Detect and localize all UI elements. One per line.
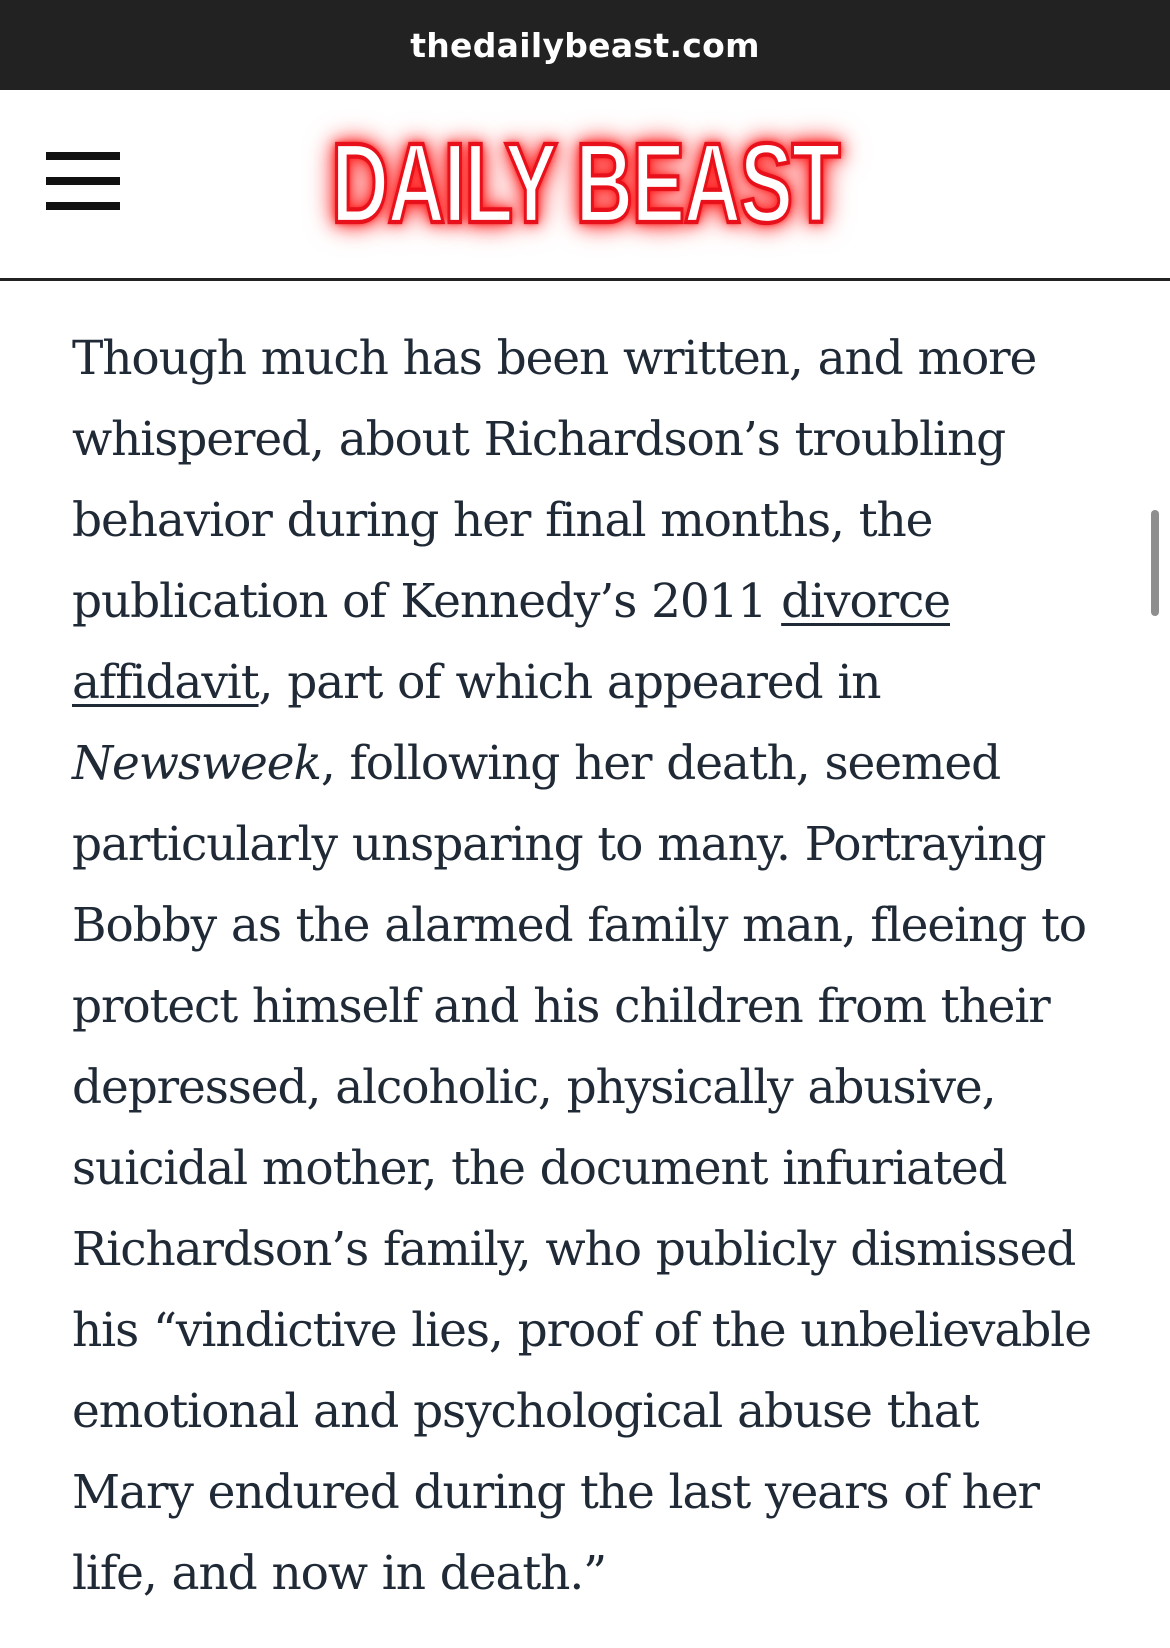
scrollbar-thumb[interactable] — [1151, 510, 1159, 616]
logo-text: DAILY BEAST — [331, 118, 839, 246]
browser-url-bar[interactable] — [0, 0, 1170, 90]
site-logo[interactable] — [0, 108, 1170, 258]
paragraph-text: , following her death, seemed particularly unsparing to many. Portraying Bobby as the alarmed family man, fleeing to protect himself and his children from their depressed, alcoholic, physically abusive, suicidal mother, the document infuriated Richardson’s family, who publicly dismissed his “vindictive lies, proof of the unbelievable emotional and psychological abuse that Mary endured during the last years of her life, and now in death.” — [72, 736, 1091, 1601]
paragraph-text: Though much has been written, and more whispered, about Richardson’s troubling behavior during her final months, the publication of Kennedy’s 2011 — [72, 331, 1037, 629]
newsweek-italic: Newsweek — [72, 736, 321, 791]
divorce-affidavit-link[interactable]: divorce affidavit — [72, 574, 950, 710]
url-text[interactable]: thedailybeast.com — [410, 25, 760, 65]
article-paragraph — [72, 318, 1112, 1614]
paragraph-text: , part of which appeared in — [258, 655, 881, 710]
site-header — [0, 90, 1170, 281]
article-body — [72, 318, 1112, 1614]
